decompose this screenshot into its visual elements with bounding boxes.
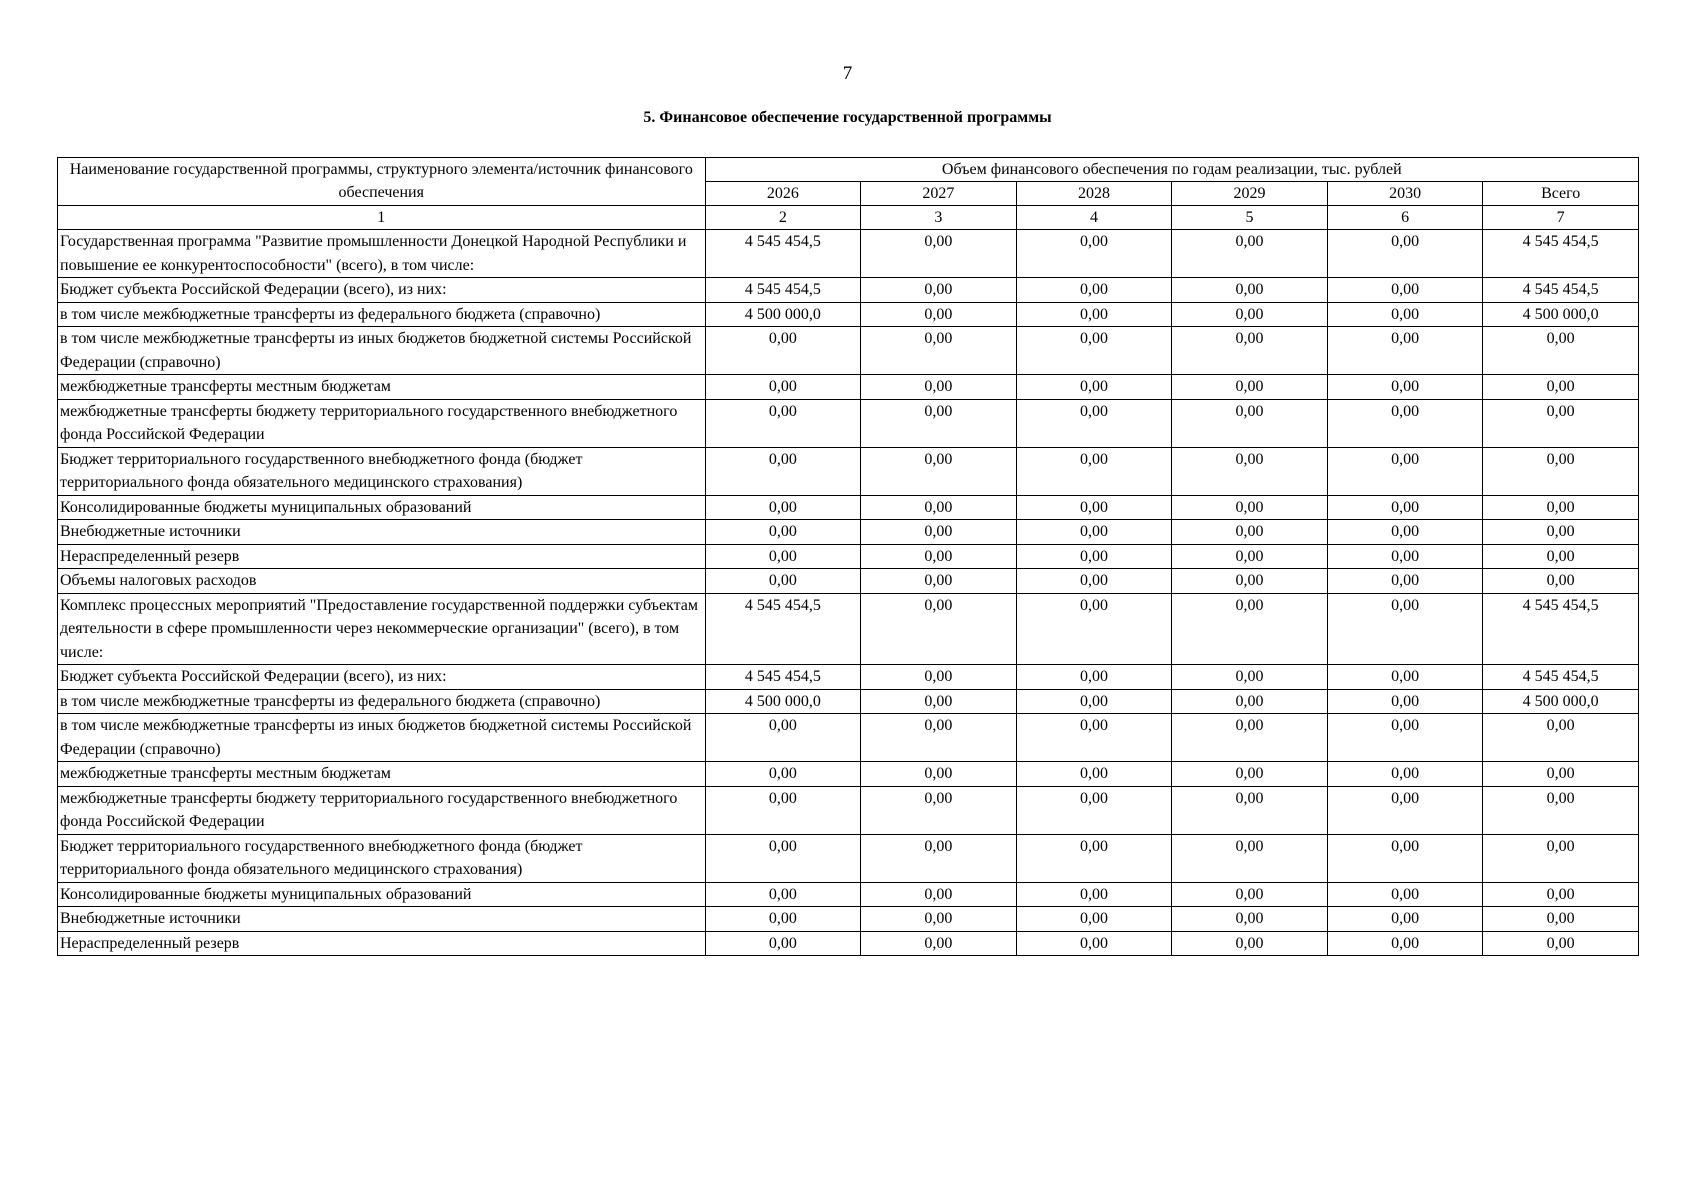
row-value-cell: 0,00 (1327, 520, 1483, 545)
row-total-cell: 0,00 (1483, 544, 1639, 569)
row-value-cell: 0,00 (1172, 230, 1328, 278)
row-value-cell: 0,00 (1172, 834, 1328, 882)
row-value-cell: 0,00 (705, 495, 861, 520)
row-value-cell: 0,00 (861, 569, 1017, 594)
row-total-cell: 0,00 (1483, 714, 1639, 762)
row-value-cell: 0,00 (1327, 931, 1483, 956)
row-value-cell: 0,00 (1327, 447, 1483, 495)
row-total-cell: 0,00 (1483, 495, 1639, 520)
row-total-cell: 0,00 (1483, 762, 1639, 787)
row-name-cell: межбюджетные трансферты местным бюджетам (58, 375, 706, 400)
row-value-cell: 0,00 (705, 375, 861, 400)
row-value-cell: 0,00 (705, 907, 861, 932)
table-body (58, 230, 1639, 956)
table-row (58, 447, 1639, 495)
table-row (58, 495, 1639, 520)
row-total-cell: 4 545 454,5 (1483, 230, 1639, 278)
row-value-cell: 0,00 (1016, 689, 1172, 714)
row-value-cell: 0,00 (1016, 520, 1172, 545)
row-value-cell: 0,00 (1327, 882, 1483, 907)
column-number-row (58, 206, 1639, 230)
row-total-cell: 4 545 454,5 (1483, 278, 1639, 303)
row-value-cell: 0,00 (861, 931, 1017, 956)
row-value-cell: 0,00 (705, 786, 861, 834)
row-total-cell: 0,00 (1483, 375, 1639, 400)
row-value-cell: 0,00 (861, 520, 1017, 545)
row-value-cell: 0,00 (705, 544, 861, 569)
table-row (58, 714, 1639, 762)
row-value-cell: 0,00 (1016, 665, 1172, 690)
row-value-cell: 0,00 (861, 327, 1017, 375)
table-row (58, 665, 1639, 690)
row-name-cell: Нераспределенный резерв (58, 544, 706, 569)
row-value-cell: 0,00 (1172, 593, 1328, 665)
row-value-cell: 0,00 (705, 447, 861, 495)
row-value-cell: 0,00 (1016, 278, 1172, 303)
row-value-cell: 0,00 (1172, 495, 1328, 520)
row-value-cell: 0,00 (1172, 569, 1328, 594)
row-value-cell: 0,00 (1016, 399, 1172, 447)
column-number: 2 (705, 206, 861, 230)
row-name-cell: Бюджет субъекта Российской Федерации (всего), из них: (58, 665, 706, 690)
header-year: 2027 (861, 182, 1017, 206)
row-value-cell: 0,00 (861, 375, 1017, 400)
section-title: 5. Финансовое обеспечение государственной программы (643, 109, 1052, 126)
header-total: Всего (1483, 182, 1639, 206)
row-name-cell: межбюджетные трансферты местным бюджетам (58, 762, 706, 787)
row-value-cell: 0,00 (705, 327, 861, 375)
row-value-cell: 0,00 (1172, 931, 1328, 956)
row-name-cell: межбюджетные трансферты бюджету территориального государственного внебюджетного фонда Российской Федерации (58, 399, 706, 447)
row-value-cell: 0,00 (705, 762, 861, 787)
row-value-cell: 0,00 (861, 302, 1017, 327)
row-value-cell: 0,00 (1016, 907, 1172, 932)
row-value-cell: 0,00 (1172, 786, 1328, 834)
row-value-cell: 0,00 (861, 786, 1017, 834)
table-row (58, 327, 1639, 375)
row-total-cell: 0,00 (1483, 907, 1639, 932)
row-value-cell: 0,00 (861, 278, 1017, 303)
row-value-cell: 0,00 (1172, 520, 1328, 545)
row-value-cell: 0,00 (705, 569, 861, 594)
table-row (58, 302, 1639, 327)
row-value-cell: 0,00 (1016, 495, 1172, 520)
row-value-cell: 0,00 (1016, 447, 1172, 495)
table-row (58, 762, 1639, 787)
header-volume-column: Объем финансового обеспечения по годам реализации, тыс. рублей (705, 158, 1638, 182)
row-value-cell: 4 500 000,0 (705, 689, 861, 714)
table-row (58, 230, 1639, 278)
row-value-cell: 0,00 (1327, 569, 1483, 594)
row-total-cell: 0,00 (1483, 786, 1639, 834)
row-name-cell: Бюджет территориального государственного внебюджетного фонда (бюджет территориального фонда обязательного медицинского страхования) (58, 447, 706, 495)
row-total-cell: 0,00 (1483, 399, 1639, 447)
row-value-cell: 0,00 (1327, 907, 1483, 932)
row-value-cell: 0,00 (861, 907, 1017, 932)
row-name-cell: Государственная программа "Развитие промышленности Донецкой Народной Республики и повышение ее конкурентоспособности" (всего), в том числе: (58, 230, 706, 278)
row-name-cell: Внебюджетные источники (58, 907, 706, 932)
row-value-cell: 0,00 (1327, 375, 1483, 400)
row-value-cell: 0,00 (1327, 665, 1483, 690)
row-value-cell: 4 545 454,5 (705, 278, 861, 303)
row-total-cell: 4 500 000,0 (1483, 689, 1639, 714)
row-value-cell: 0,00 (861, 495, 1017, 520)
row-value-cell: 0,00 (1327, 278, 1483, 303)
row-value-cell: 0,00 (705, 882, 861, 907)
row-value-cell: 0,00 (1327, 786, 1483, 834)
table-row (58, 544, 1639, 569)
table-header (58, 158, 1639, 230)
row-name-cell: в том числе межбюджетные трансферты из федерального бюджета (справочно) (58, 302, 706, 327)
table-row (58, 375, 1639, 400)
row-value-cell: 0,00 (1172, 327, 1328, 375)
table-row (58, 520, 1639, 545)
row-total-cell: 0,00 (1483, 447, 1639, 495)
row-value-cell: 0,00 (861, 882, 1017, 907)
column-number: 4 (1016, 206, 1172, 230)
row-name-cell: Консолидированные бюджеты муниципальных образований (58, 882, 706, 907)
row-value-cell: 0,00 (1327, 230, 1483, 278)
row-value-cell: 0,00 (1016, 786, 1172, 834)
row-value-cell: 4 500 000,0 (705, 302, 861, 327)
table-row (58, 882, 1639, 907)
row-name-cell: Объемы налоговых расходов (58, 569, 706, 594)
row-value-cell: 0,00 (1172, 302, 1328, 327)
row-value-cell: 0,00 (1327, 327, 1483, 375)
row-value-cell: 0,00 (1327, 834, 1483, 882)
column-number: 5 (1172, 206, 1328, 230)
row-value-cell: 0,00 (1016, 569, 1172, 594)
table-row (58, 907, 1639, 932)
row-total-cell: 0,00 (1483, 882, 1639, 907)
row-value-cell: 0,00 (1016, 593, 1172, 665)
table-row (58, 689, 1639, 714)
row-value-cell: 0,00 (861, 593, 1017, 665)
row-value-cell: 0,00 (1172, 689, 1328, 714)
row-value-cell: 0,00 (1016, 302, 1172, 327)
row-name-cell: Внебюджетные источники (58, 520, 706, 545)
row-value-cell: 0,00 (1172, 375, 1328, 400)
table-row (58, 399, 1639, 447)
row-value-cell: 0,00 (1016, 834, 1172, 882)
column-number: 7 (1483, 206, 1639, 230)
row-value-cell: 0,00 (1172, 665, 1328, 690)
column-number: 6 (1327, 206, 1483, 230)
table-row (58, 786, 1639, 834)
row-value-cell: 0,00 (1327, 689, 1483, 714)
header-year: 2026 (705, 182, 861, 206)
column-number: 3 (861, 206, 1017, 230)
row-total-cell: 0,00 (1483, 931, 1639, 956)
row-value-cell: 0,00 (861, 714, 1017, 762)
row-value-cell: 0,00 (1172, 907, 1328, 932)
row-value-cell: 0,00 (1016, 714, 1172, 762)
row-value-cell: 0,00 (705, 520, 861, 545)
row-name-cell: в том числе межбюджетные трансферты из иных бюджетов бюджетной системы Российской Федерации (справочно) (58, 327, 706, 375)
row-value-cell: 0,00 (861, 762, 1017, 787)
header-name-column: Наименование государственной программы, структурного элемента/источник финансового обеспечения (58, 158, 706, 206)
row-value-cell: 0,00 (1327, 495, 1483, 520)
row-value-cell: 0,00 (1172, 399, 1328, 447)
row-value-cell: 0,00 (861, 544, 1017, 569)
row-value-cell: 0,00 (1016, 931, 1172, 956)
row-total-cell: 0,00 (1483, 834, 1639, 882)
row-value-cell: 0,00 (1016, 882, 1172, 907)
header-year: 2028 (1016, 182, 1172, 206)
row-name-cell: Консолидированные бюджеты муниципальных образований (58, 495, 706, 520)
column-number: 1 (58, 206, 706, 230)
row-value-cell: 4 545 454,5 (705, 593, 861, 665)
table-row (58, 278, 1639, 303)
row-value-cell: 0,00 (861, 834, 1017, 882)
row-value-cell: 0,00 (705, 714, 861, 762)
header-year: 2029 (1172, 182, 1328, 206)
row-name-cell: межбюджетные трансферты бюджету территориального государственного внебюджетного фонда Российской Федерации (58, 786, 706, 834)
header-year: 2030 (1327, 182, 1483, 206)
financing-table (57, 157, 1639, 956)
row-value-cell: 0,00 (705, 399, 861, 447)
row-value-cell: 0,00 (1172, 544, 1328, 569)
row-value-cell: 0,00 (1327, 762, 1483, 787)
row-value-cell: 4 545 454,5 (705, 665, 861, 690)
row-value-cell: 0,00 (1016, 327, 1172, 375)
table-row (58, 593, 1639, 665)
row-total-cell: 0,00 (1483, 327, 1639, 375)
row-value-cell: 0,00 (1172, 882, 1328, 907)
table-row (58, 931, 1639, 956)
row-value-cell: 0,00 (861, 399, 1017, 447)
row-value-cell: 0,00 (861, 665, 1017, 690)
table-row (58, 834, 1639, 882)
row-value-cell: 0,00 (861, 230, 1017, 278)
row-total-cell: 0,00 (1483, 569, 1639, 594)
row-value-cell: 0,00 (1016, 544, 1172, 569)
row-total-cell: 0,00 (1483, 520, 1639, 545)
row-value-cell: 0,00 (1327, 714, 1483, 762)
row-value-cell: 0,00 (1016, 230, 1172, 278)
table-row (58, 569, 1639, 594)
row-value-cell: 0,00 (1016, 762, 1172, 787)
row-name-cell: Комплекс процессных мероприятий "Предоставление государственной поддержки субъектам деятельности в сфере промышленности через некоммерческие организации" (всего), в том числе: (58, 593, 706, 665)
row-value-cell: 0,00 (1327, 544, 1483, 569)
row-total-cell: 4 500 000,0 (1483, 302, 1639, 327)
row-value-cell: 0,00 (1172, 714, 1328, 762)
row-value-cell: 0,00 (1172, 447, 1328, 495)
row-value-cell: 4 545 454,5 (705, 230, 861, 278)
row-value-cell: 0,00 (1172, 762, 1328, 787)
row-name-cell: Нераспределенный резерв (58, 931, 706, 956)
row-name-cell: в том числе межбюджетные трансферты из иных бюджетов бюджетной системы Российской Федерации (справочно) (58, 714, 706, 762)
row-value-cell: 0,00 (1016, 375, 1172, 400)
row-name-cell: Бюджет субъекта Российской Федерации (всего), из них: (58, 278, 706, 303)
page-number: 7 (842, 63, 853, 84)
row-value-cell: 0,00 (1327, 302, 1483, 327)
row-name-cell: в том числе межбюджетные трансферты из федерального бюджета (справочно) (58, 689, 706, 714)
row-value-cell: 0,00 (705, 931, 861, 956)
row-total-cell: 4 545 454,5 (1483, 665, 1639, 690)
row-value-cell: 0,00 (1172, 278, 1328, 303)
row-value-cell: 0,00 (861, 447, 1017, 495)
row-total-cell: 4 545 454,5 (1483, 593, 1639, 665)
row-value-cell: 0,00 (1327, 399, 1483, 447)
row-value-cell: 0,00 (1327, 593, 1483, 665)
row-name-cell: Бюджет территориального государственного внебюджетного фонда (бюджет территориального фонда обязательного медицинского страхования) (58, 834, 706, 882)
row-value-cell: 0,00 (705, 834, 861, 882)
row-value-cell: 0,00 (861, 689, 1017, 714)
